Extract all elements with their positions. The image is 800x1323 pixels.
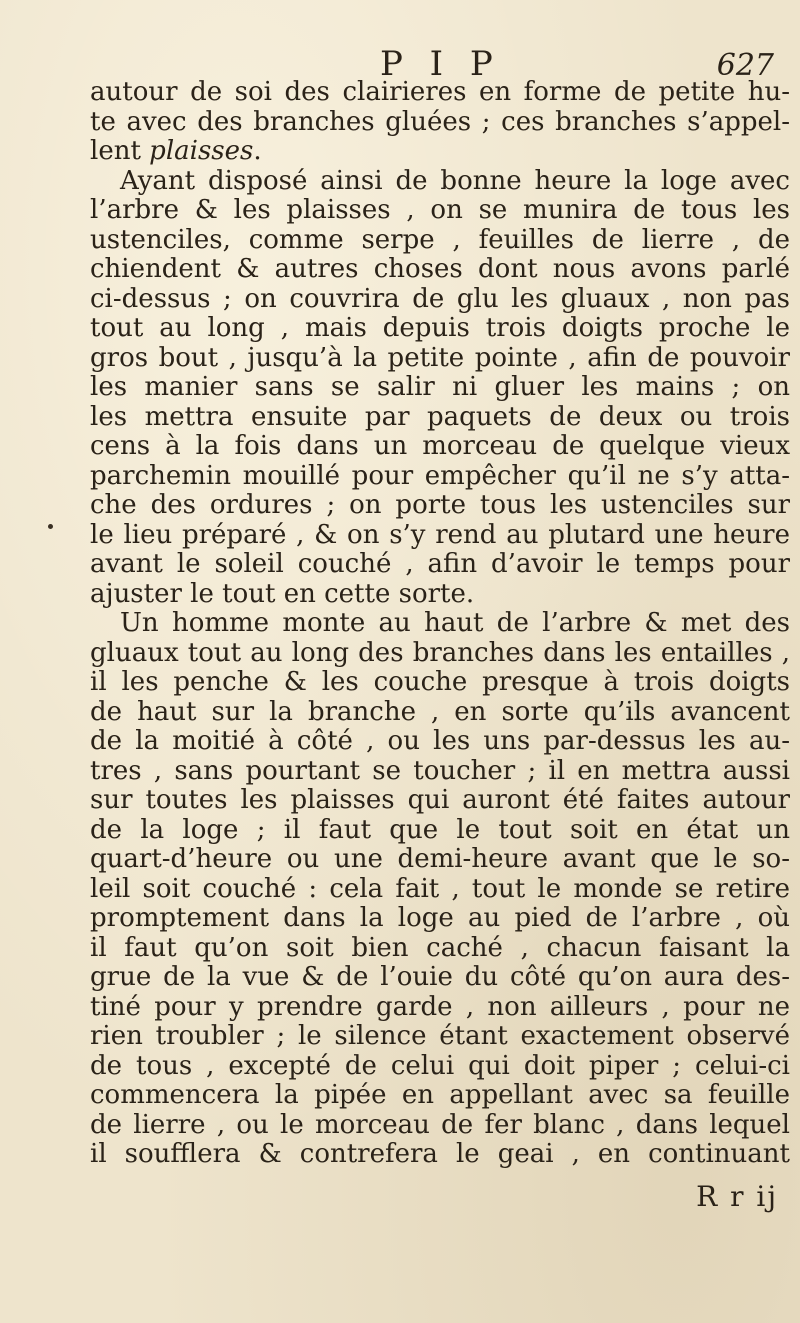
text-line: cens à la fois dans un morceau de quelque vieux bbox=[90, 432, 790, 461]
text-line: autour de soi des clairieres en forme de petite hu- bbox=[90, 78, 790, 107]
text-line: tres , sans pourtant se toucher ; il en mettra aussi bbox=[90, 756, 790, 786]
text-line: avant le soleil couché , afin d’avoir le temps pour bbox=[90, 550, 790, 579]
text-line: promptement dans la loge au pied de l’arbre , où bbox=[90, 904, 790, 933]
text-line: grue de la vue & de l’ouie du côté qu’on aura des- bbox=[90, 963, 790, 992]
text-line: leil soit couché : cela fait , tout le monde se retire bbox=[90, 874, 790, 904]
running-head: P I P bbox=[380, 44, 501, 84]
body-text bbox=[90, 78, 790, 1170]
text-line: le lieu préparé , & on s’y rend au plutard une heure bbox=[90, 520, 790, 550]
text-line: il faut qu’on soit bien caché , chacun faisant la bbox=[90, 933, 790, 963]
text-line: il soufflera & contrefera le geai , en continuant bbox=[90, 1140, 790, 1169]
text-line: de tous , excepté de celui qui doit piper ; celui-ci bbox=[90, 1051, 790, 1081]
text-line-post: . bbox=[253, 137, 262, 166]
text-line: quart-d’heure ou une demi-heure avant que le so- bbox=[90, 845, 790, 874]
text-line: Un homme monte au haut de l’arbre & met des bbox=[120, 609, 790, 638]
text-line: parchemin mouillé pour empêcher qu’il ne s’y atta- bbox=[90, 461, 790, 491]
text-line: commencera la pipée en appellant avec sa feuille bbox=[90, 1081, 790, 1110]
text-line: ajuster le tout en cette sorte. bbox=[90, 579, 475, 609]
italic-term: plaisses bbox=[149, 137, 254, 166]
margin-ink-dot bbox=[48, 524, 53, 529]
text-line: de la loge ; il faut que le tout soit en état un bbox=[90, 815, 790, 845]
text-line: chiendent & autres choses dont nous avons parlé bbox=[90, 255, 790, 284]
text-line: Ayant disposé ainsi de bonne heure la loge avec bbox=[120, 166, 790, 196]
text-line: de la moitié à côté , ou les uns par-dessus les au- bbox=[90, 727, 790, 756]
text-line: les mettra ensuite par paquets de deux ou trois bbox=[90, 402, 790, 432]
text-line: gluaux tout au long des branches dans les entailles , bbox=[90, 638, 790, 668]
text-line: de lierre , ou le morceau de fer blanc , dans lequel bbox=[90, 1110, 790, 1140]
text-line: ci-dessus ; on couvrira de glu les gluaux , non pas bbox=[90, 284, 790, 314]
text-line: tiné pour y prendre garde , non ailleurs , pour ne bbox=[90, 992, 790, 1022]
text-line: ustenciles, comme serpe , feuilles de lierre , de bbox=[90, 225, 790, 255]
text-line: sur toutes les plaisses qui auront été faites autour bbox=[90, 786, 790, 815]
page-number: 627 bbox=[716, 48, 774, 83]
text-line: che des ordures ; on porte tous les ustenciles sur bbox=[90, 491, 790, 520]
text-line: l’arbre & les plaisses , on se munira de tous les bbox=[90, 196, 790, 225]
text-line: gros bout , jusqu’à la petite pointe , afin de pouvoir bbox=[90, 343, 790, 373]
text-line: te avec des branches gluées ; ces branches s’appel- bbox=[90, 107, 790, 137]
text-line: rien troubler ; le silence étant exactement observé bbox=[90, 1022, 790, 1051]
text-line: de haut sur la branche , en sorte qu’ils avancent bbox=[90, 697, 790, 727]
text-line: il les penche & les couche presque à trois doigts bbox=[90, 668, 790, 697]
text-line bbox=[90, 137, 790, 167]
text-line-pre: lent bbox=[90, 137, 150, 166]
text-line: tout au long , mais depuis trois doigts proche le bbox=[90, 314, 790, 343]
signature-mark: R r ij bbox=[696, 1180, 778, 1213]
text-line: les manier sans se salir ni gluer les mains ; on bbox=[90, 373, 790, 402]
